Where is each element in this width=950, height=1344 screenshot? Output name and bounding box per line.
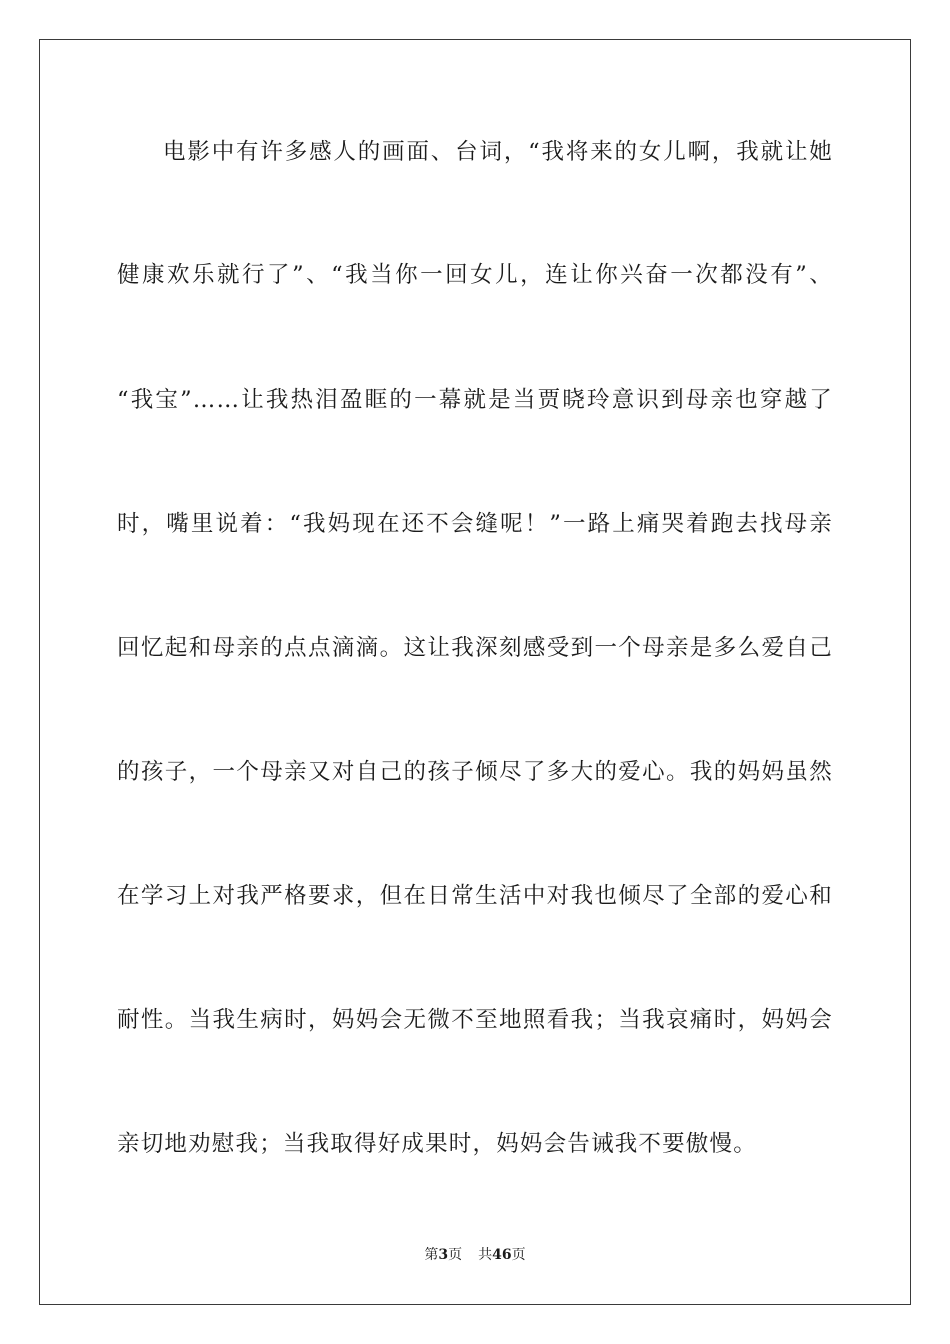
footer-total-pages: 46	[492, 1247, 512, 1263]
footer-total-suffix: 页	[511, 1247, 526, 1263]
paragraph-line-2: 健康欢乐就行了”、“我当你一回女儿，连让你兴奋一次都没有”、	[117, 262, 833, 288]
paragraph-line-3: “我宝”……让我热泪盈眶的一幕就是当贾晓玲意识到母亲也穿越了	[117, 387, 833, 413]
footer-page-number: 3	[438, 1247, 449, 1263]
footer-total-prefix: 共	[478, 1247, 493, 1263]
paragraph-line-6: 的孩子，一个母亲又对自己的孩子倾尽了多大的爱心。我的妈妈虽然	[117, 759, 833, 785]
paragraph-line-9: 亲切地劝慰我；当我取得好成果时，妈妈会告诫我不要傲慢。	[117, 1131, 757, 1157]
paragraph-line-1: 电影中有许多感人的画面、台词，“我将来的女儿啊，我就让她	[163, 139, 833, 165]
footer-page-prefix: 第	[424, 1247, 439, 1263]
paragraph-line-5: 回忆起和母亲的点点滴滴。这让我深刻感受到一个母亲是多么爱自己	[117, 635, 833, 661]
footer-page-suffix: 页	[448, 1247, 463, 1263]
page-footer	[0, 1245, 950, 1265]
paragraph-line-8: 耐性。当我生病时，妈妈会无微不至地照看我；当我哀痛时，妈妈会	[117, 1007, 833, 1033]
paragraph-line-7: 在学习上对我严格要求，但在日常生活中对我也倾尽了全部的爱心和	[117, 883, 833, 909]
paragraph-line-4: 时，嘴里说着：“我妈现在还不会缝呢！”一路上痛哭着跑去找母亲	[117, 511, 833, 537]
page-border	[39, 39, 911, 1305]
